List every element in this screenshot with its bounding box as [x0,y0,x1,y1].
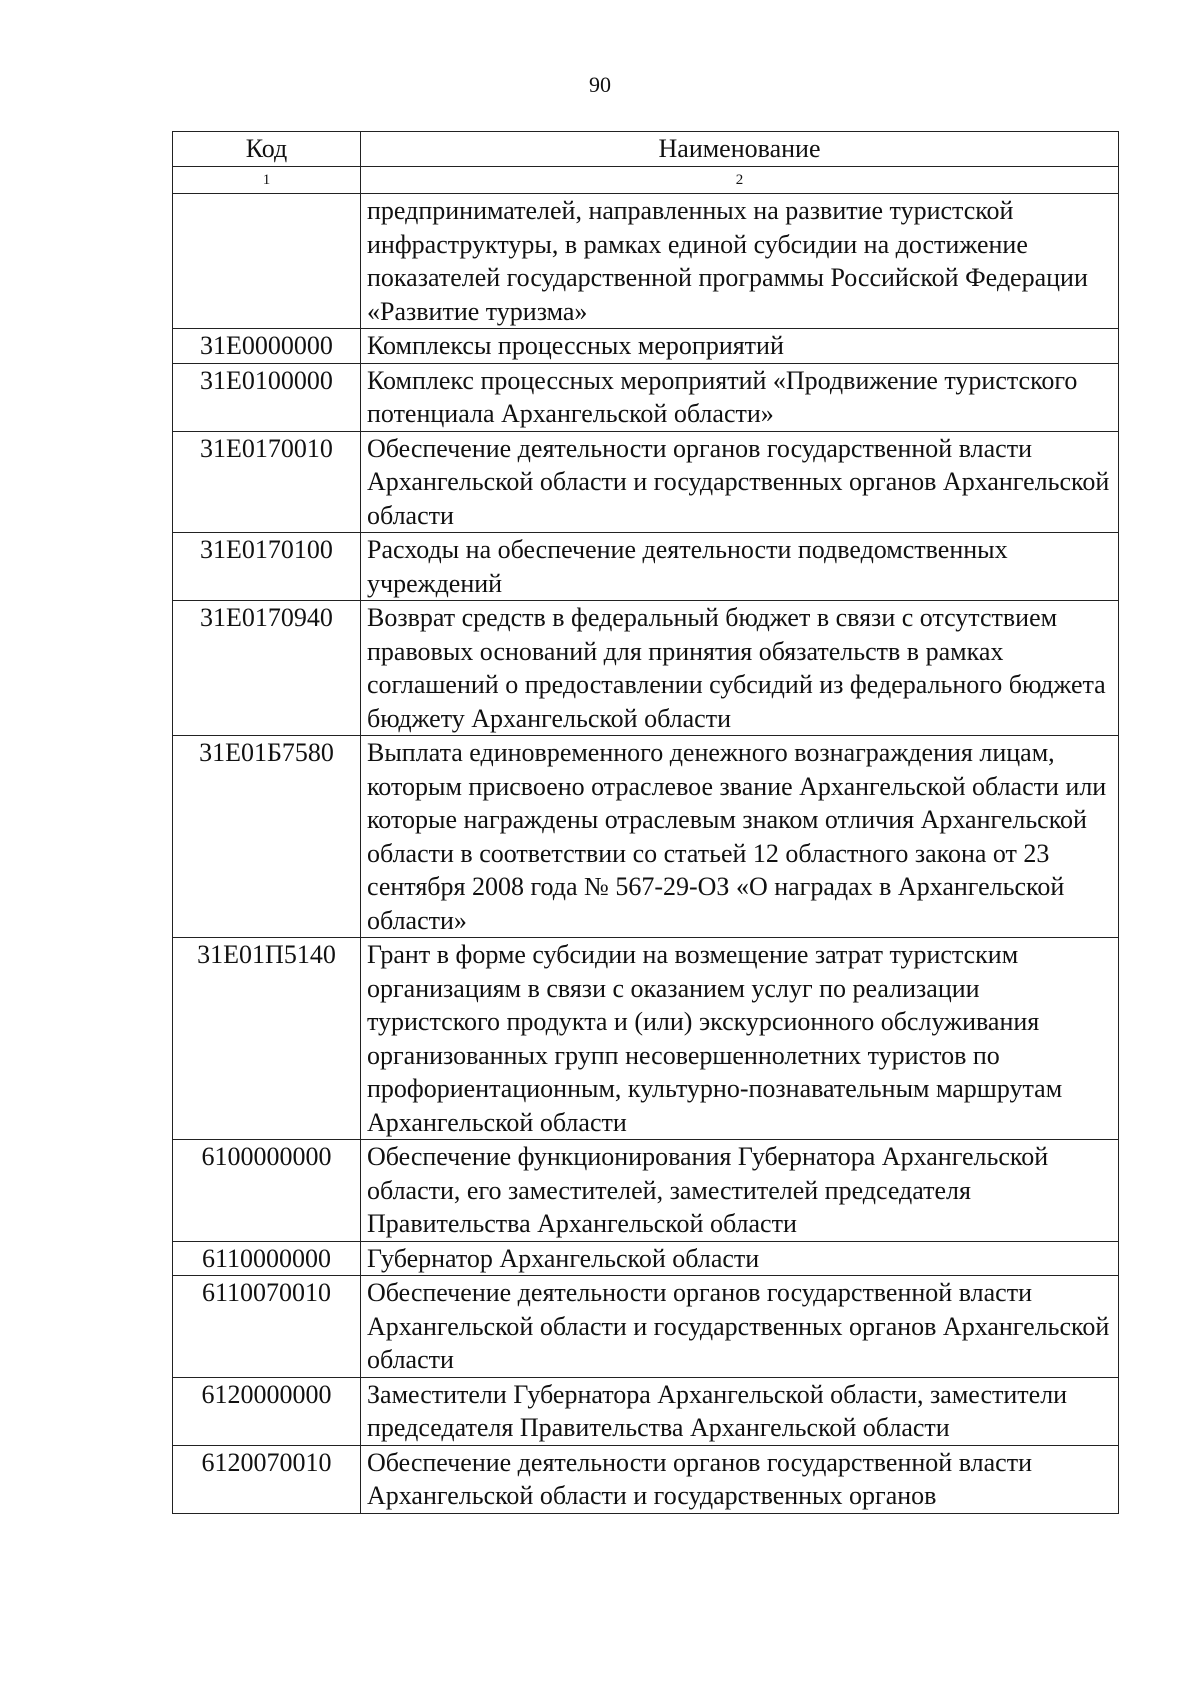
row-name: Обеспечение деятельности органов государственной власти Архангельской области и государственных органов [361,1445,1119,1513]
table-row [173,1377,1119,1445]
row-code: 6100000000 [173,1140,361,1242]
row-name: Губернатор Архангельской области [361,1241,1119,1276]
page-number: 90 [589,72,611,97]
table-row [173,1241,1119,1276]
table-row [173,736,1119,938]
row-name: Обеспечение деятельности органов государственной власти Архангельской области и государственных органов Архангельской области [361,431,1119,533]
table-row [173,329,1119,364]
row-code: 6110000000 [173,1241,361,1276]
table-row [173,533,1119,601]
row-name: Комплекс процессных мероприятий «Продвижение туристского потенциала Архангельской области» [361,363,1119,431]
row-code: 6110070010 [173,1276,361,1378]
table-row [173,1445,1119,1513]
table-row [173,601,1119,736]
table-row [173,1276,1119,1378]
row-name: Комплексы процессных мероприятий [361,329,1119,364]
table-row [173,1140,1119,1242]
row-code: 31Е0000000 [173,329,361,364]
row-name: Обеспечение деятельности органов государственной власти Архангельской области и государственных органов Архангельской области [361,1276,1119,1378]
header-name: Наименование [361,132,1119,167]
row-code: 31Е01П5140 [173,938,361,1140]
row-code: 31Е0170940 [173,601,361,736]
row-name: Расходы на обеспечение деятельности подведомственных учреждений [361,533,1119,601]
row-name: Грант в форме субсидии на возмещение затрат туристским организациям в связи с оказанием услуг по реализации туристского продукта и (или) экскурсионного обслуживания организованных групп несовершеннолетних туристов по профориентационным, культурно-познавательным маршрутам Архангельской области [361,938,1119,1140]
table-row [173,431,1119,533]
row-name: Выплата единовременного денежного вознаграждения лицам, которым присвоено отраслевое звание Архангельской области или которые награждены отраслевым знаком отличия Архангельской области в соответствии со статьей 12 областного закона от 23 сентября 2008 года № 567-29-ОЗ «О наградах в Архангельской области» [361,736,1119,938]
column-number-row [173,167,1119,194]
table-row [173,194,1119,329]
row-name: Заместители Губернатора Архангельской области, заместители председателя Правительства Архангельской области [361,1377,1119,1445]
column-number-2: 2 [361,167,1119,194]
budget-codes-table [172,131,1119,1514]
row-code: 31Е0170100 [173,533,361,601]
row-code [173,194,361,329]
row-code: 31Е0170010 [173,431,361,533]
row-name: Обеспечение функционирования Губернатора Архангельской области, его заместителей, заместителей председателя Правительства Архангельской области [361,1140,1119,1242]
table-row [173,938,1119,1140]
row-code: 6120000000 [173,1377,361,1445]
row-code: 31Е0100000 [173,363,361,431]
row-code: 31Е01Б7580 [173,736,361,938]
row-code: 6120070010 [173,1445,361,1513]
row-name: Возврат средств в федеральный бюджет в связи с отсутствием правовых оснований для принятия обязательств в рамках соглашений о предоставлении субсидий из федерального бюджета бюджету Архангельской области [361,601,1119,736]
column-number-1: 1 [173,167,361,194]
row-name: предпринимателей, направленных на развитие туристской инфраструктуры, в рамках единой субсидии на достижение показателей государственной программы Российской Федерации «Развитие туризма» [361,194,1119,329]
table-row [173,363,1119,431]
header-code: Код [173,132,361,167]
table-header-row [173,132,1119,167]
